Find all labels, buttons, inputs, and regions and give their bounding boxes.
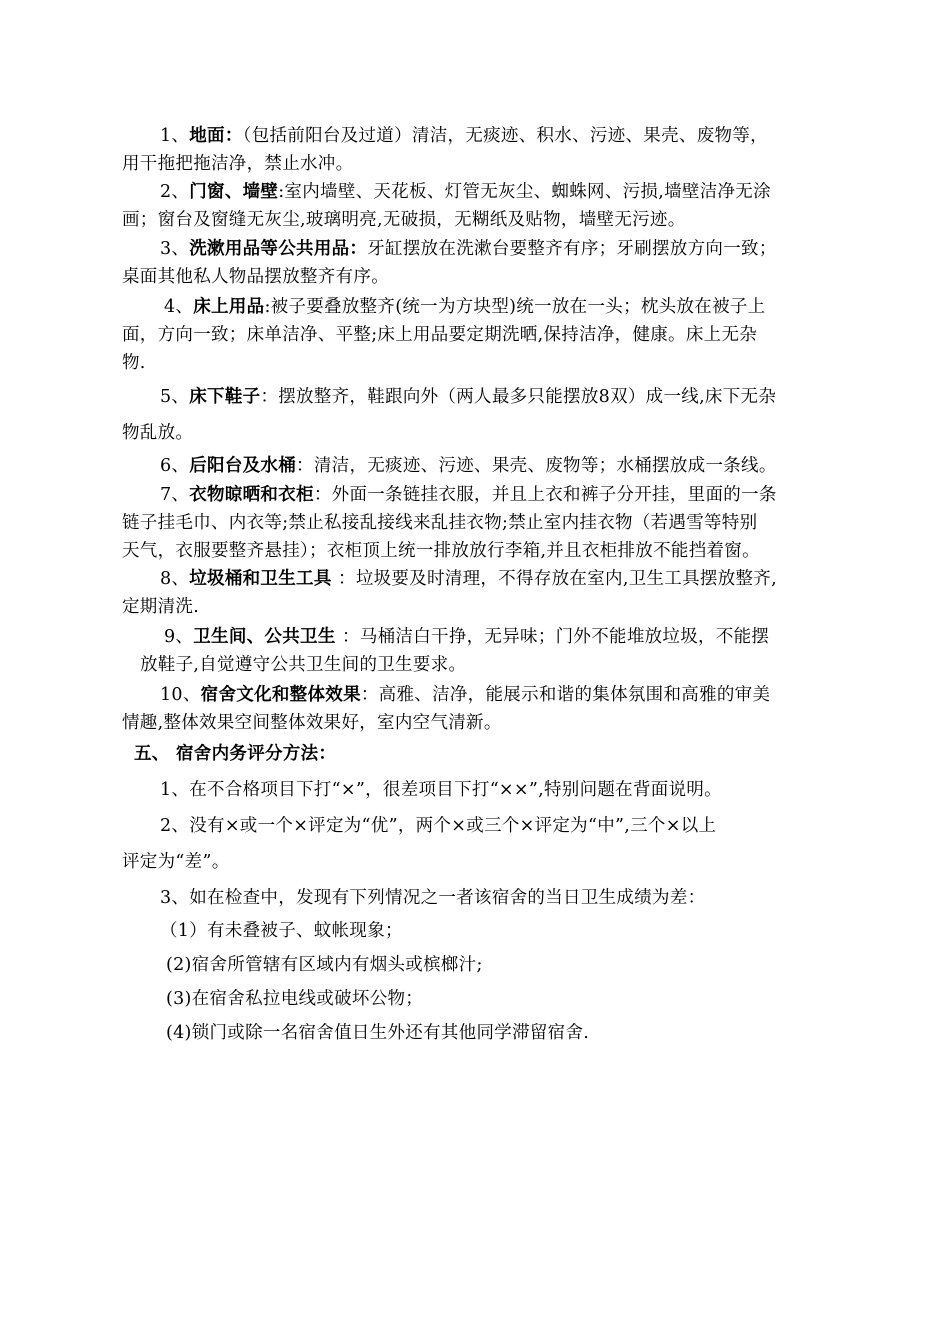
rule-3: 3、如在检查中，发现有下列情况之一者该宿舍的当日卫生成绩为差：: [160, 888, 706, 908]
item-4-heading: 床上用品: [193, 297, 265, 317]
item-5-line-1: 5、床下鞋子：摆放整齐，鞋跟向外（两人最多只能摆放8双）成一线,床下无杂: [160, 387, 777, 407]
item-6-heading: 后阳台及水桶: [189, 456, 297, 476]
item-5-line-2: 物乱放。: [122, 423, 194, 443]
rule-3-case-1: （1）有未叠被子、蚊帐现象；: [160, 921, 403, 941]
item-2-heading: 门窗、墙壁: [189, 182, 279, 202]
item-4-line-2: 面，方向一致；床单洁净、平整;床上用品要定期洗晒,保持洁净，健康。床上无杂: [122, 325, 758, 345]
item-3-line-1: 3、洗漱用品等公共用品：牙缸摆放在洗漱台要整齐有序；牙刷摆放方向一致；: [160, 239, 777, 259]
section-5-heading: 五、 宿舍内务评分方法：: [134, 744, 337, 764]
item-7-line-1: 7、衣物晾晒和衣柜：外面一条链挂衣服，并且上衣和裤子分开挂，里面的一条: [160, 485, 777, 505]
item-7-heading: 衣物晾晒和衣柜: [189, 485, 314, 505]
item-10-line-1: 10、宿舍文化和整体效果：高雅、洁净，能展示和谐的集体氛围和高雅的审美: [160, 685, 771, 705]
item-7-line-3: 天气，衣服要整齐悬挂）；衣柜顶上统一排放放行李箱,并且衣柜排放不能挡着窗。: [122, 541, 760, 561]
rule-3-case-3: (3)在宿舍私拉电线或破坏公物；: [166, 989, 424, 1009]
rule-2-line-1: 2、没有×或一个×评定为“优”，两个×或三个×评定为“中”,三个×以上: [160, 816, 717, 836]
rule-3-case-2: (2)宿舍所管辖有区域内有烟头或槟榔汁;: [166, 955, 483, 975]
item-2-line-2: 画；窗台及窗缝无灰尘,玻璃明亮,无破损，无糊纸及贴物，墙壁无污迹。: [122, 210, 686, 230]
item-4-line-3: 物.: [122, 353, 146, 373]
item-1-line-2: 用干拖把拖洁净，禁止水冲。: [122, 154, 354, 174]
item-8-line-1: 8、垃圾桶和卫生工具 ：垃圾要及时清理，不得存放在室内,卫生工具摆放整齐,: [160, 569, 777, 589]
item-10-line-2: 情趣,整体效果空间整体效果好，室内空气清新。: [122, 713, 502, 733]
rule-1: 1、在不合格项目下打“×”，很差项目下打“××”,特别问题在背面说明。: [160, 780, 722, 800]
item-9-heading: 卫生间、公共卫生: [193, 627, 343, 647]
item-2-line-1: 2、门窗、墙壁:室内墙壁、天花板、灯管无灰尘、蜘蛛网、污损,墙壁洁净无涂: [160, 182, 771, 202]
item-8-line-2: 定期清洗.: [122, 597, 200, 617]
item-3-line-2: 桌面其他私人物品摆放整齐有序。: [122, 267, 389, 287]
item-6-line-1: 6、后阳台及水桶：清洁，无痰迹、污迹、果壳、废物等；水桶摆放成一条线。: [160, 456, 777, 476]
item-8-heading: 垃圾桶和卫生工具: [189, 569, 339, 589]
item-1-heading: 地面：: [189, 126, 243, 146]
item-1-line-1: 1、地面：（包括前阳台及过道）清洁，无痰迹、积水、污迹、果壳、废物等，: [160, 126, 768, 146]
item-4-line-1: 4、床上用品:被子要叠放整齐(统一为方块型)统一放在一头；枕头放在被子上: [164, 297, 766, 317]
item-7-line-2: 链子挂毛巾、内衣等;禁止私接乱接线来乱挂衣物;禁止室内挂衣物（若遇雪等特别: [122, 513, 758, 533]
item-3-heading: 洗漱用品等公共用品：: [189, 239, 368, 259]
item-5-heading: 床下鞋子: [189, 387, 261, 407]
item-10-heading: 宿舍文化和整体效果: [200, 685, 361, 705]
item-9-line-1: 9、卫生间、公共卫生 ：马桶洁白干挣，无异味；门外不能堆放垃圾，不能摆: [164, 627, 770, 647]
item-9-line-2: 放鞋子,自觉遵守公共卫生间的卫生要求。: [140, 655, 467, 675]
rule-3-case-4: (4)锁门或除一名宿舍值日生外还有其他同学滞留宿舍.: [166, 1023, 590, 1043]
rule-2-line-2: 评定为“差”。: [122, 852, 230, 872]
